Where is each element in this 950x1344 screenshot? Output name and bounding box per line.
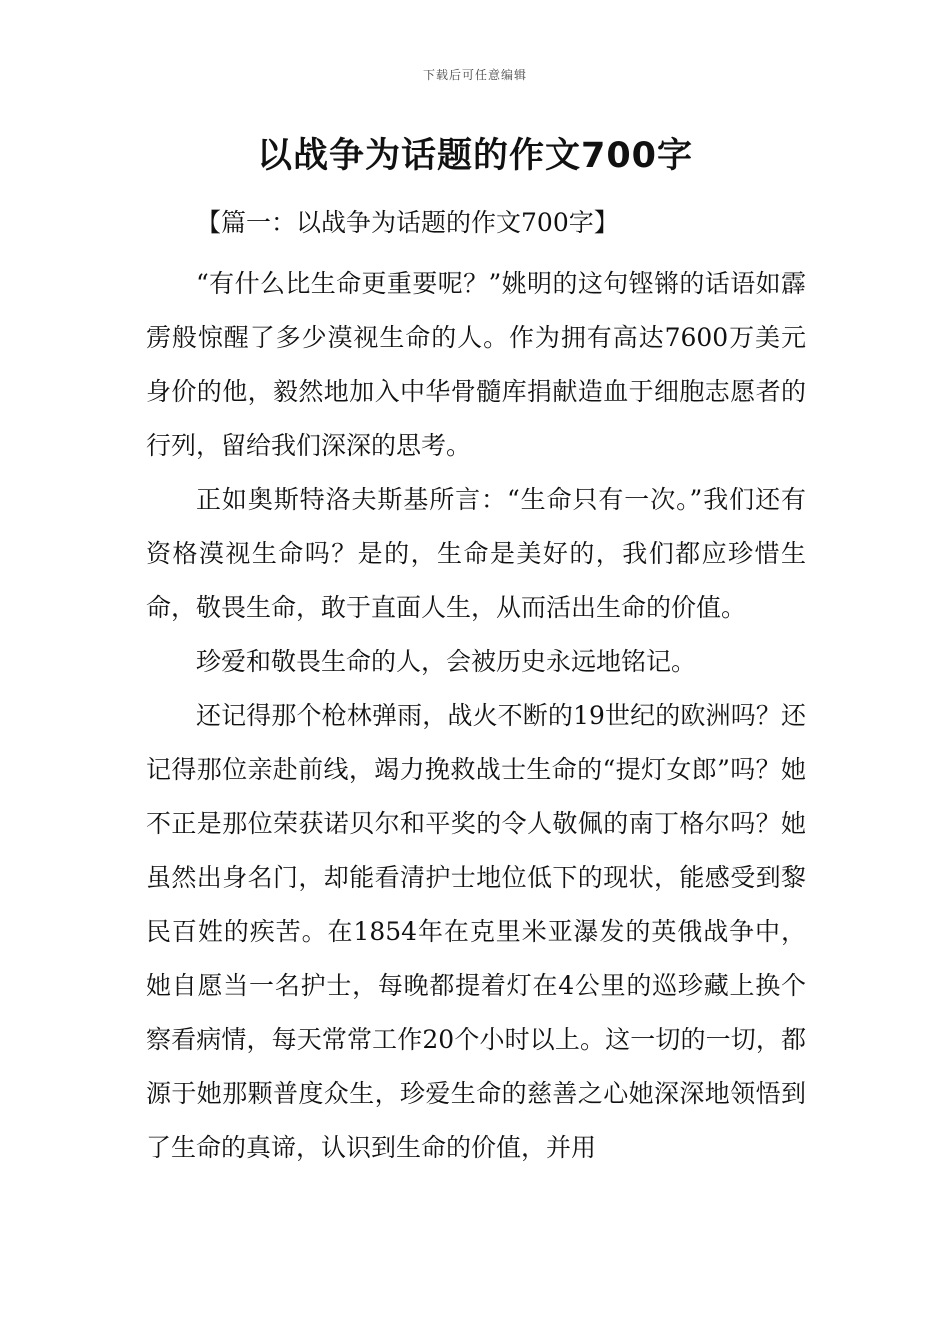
paragraph-3: 珍爱和敬畏生命的人，会被历史永远地铭记。	[196, 647, 697, 676]
header-note: 下载后可任意编辑	[422, 68, 527, 82]
paragraph-4: 还记得那个枪林弹雨，战火不断的19世纪的欧洲吗？还记得那位亲赴前线，竭力挽救战士生命的“提灯女郎”吗？她不正是那位荣获诺贝尔和平奖的令人敬佩的南丁格尔吗？她虽然出身名门，却能看清护士地位低下的现状，能感受到黎民百姓的疾苦。在1854年在克里米亚瀑发的英俄战争中，她自愿当一名护士，每晚都提着灯在4公里的巡珍藏上换个察看病情，每天常常工作20个小时以上。这一切的一切，都源于她那颗普度众生，珍爱生命的慈善之心她深深地领悟到了生命的真谛，认识到生命的价值，并用	[146, 701, 806, 1162]
paragraph-1: “有什么比生命更重要呢？”姚明的这句铿锵的话语如霹雳般惊醒了多少漠视生命的人。作为拥有高达7600万美元身价的他，毅然地加入中华骨髓库捐献造血于细胞志愿者的行列，留给我们深深的思考。	[146, 269, 806, 460]
paragraph-2: 正如奥斯特洛夫斯基所言：“生命只有一次。”我们还有资格漠视生命吗？是的，生命是美好的，我们都应珍惜生命，敬畏生命，敢于直面人生，从而活出生命的价值。	[146, 485, 806, 622]
document-title: 以战争为话题的作文700字	[256, 136, 694, 176]
essay-body	[146, 257, 806, 1175]
section-heading: 【篇一：以战争为话题的作文700字】	[196, 208, 619, 237]
